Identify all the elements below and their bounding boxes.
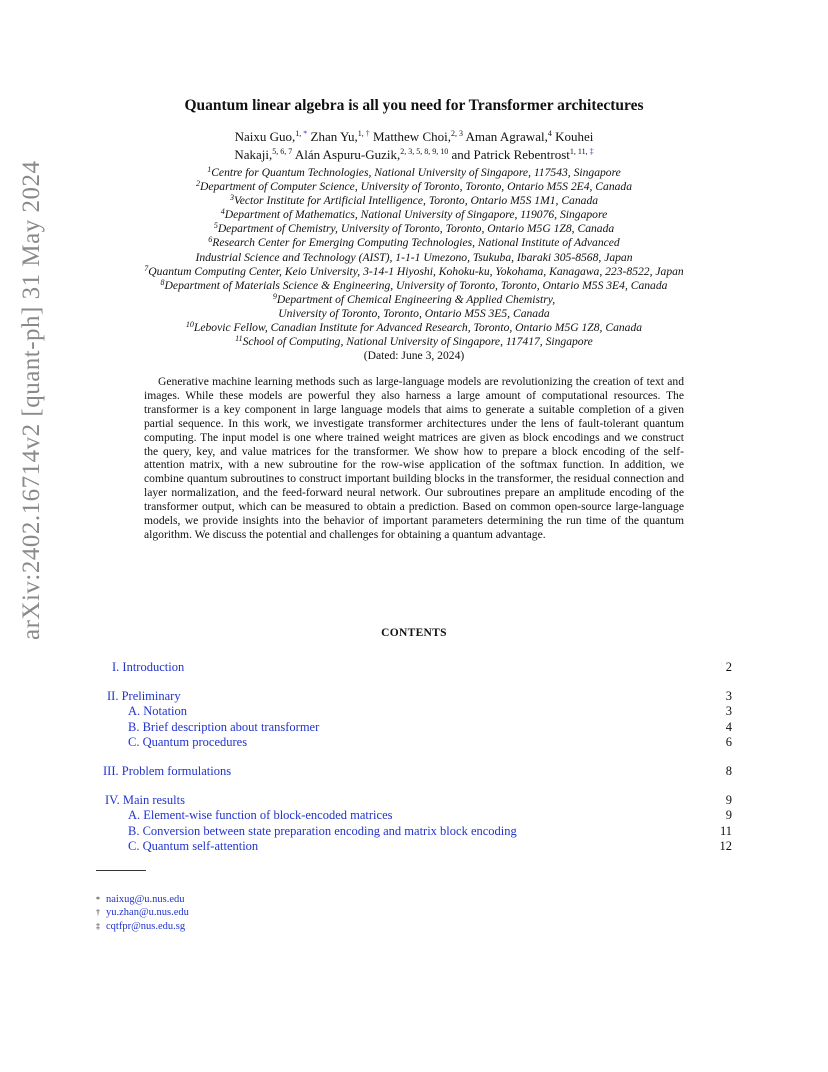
affiliation-text: Department of Chemistry, University of Toronto, Toronto, Ontario M5G 1Z8, Canada	[217, 222, 615, 236]
affiliation-number: 5	[213, 221, 218, 231]
affiliation-list	[80, 166, 748, 349]
affiliation-item	[80, 279, 748, 293]
footnote-mark: *	[96, 895, 100, 904]
affiliation-number: 4	[220, 207, 225, 217]
toc-row	[100, 704, 732, 720]
author-name: Zhan Yu,	[307, 129, 358, 144]
toc-page-number: 6	[725, 735, 732, 750]
footnote-mark: ‡	[96, 921, 100, 931]
footnotes	[96, 893, 189, 933]
affiliation-text: Department of Computer Science, University of Toronto, Toronto, Ontario M5S 2E4, Canada	[199, 180, 633, 194]
affiliation-item	[80, 194, 748, 208]
affiliation-item	[80, 222, 748, 236]
affiliation-item	[80, 335, 748, 349]
affiliation-item	[80, 293, 748, 307]
toc-row	[100, 689, 732, 705]
author-affil-number: 1, 11,	[569, 147, 588, 156]
toc-row	[100, 764, 732, 780]
footnote-email-link[interactable]: yu.zhan@u.nus.edu	[106, 907, 189, 919]
author-footnote-link[interactable]: †	[363, 129, 370, 138]
affiliation-text: Department of Chemical Engineering & Applied Chemistry,	[276, 292, 556, 306]
footnote-email-link[interactable]: naixug@u.nus.edu	[106, 894, 185, 905]
toc-page-number: 2	[725, 660, 732, 674]
affiliation-item	[80, 166, 748, 180]
affiliation-number: 11	[235, 334, 243, 344]
toc-row	[100, 808, 732, 824]
toc-link[interactable]: A. Element-wise function of block-encoded matrices	[128, 808, 393, 823]
affiliation-number: 6	[208, 235, 213, 245]
paper-title: Quantum linear algebra is all you need for Transformer architectures	[184, 97, 644, 114]
affiliation-text: Centre for Quantum Technologies, National University of Singapore, 117543, Singapore	[211, 166, 621, 179]
author-affil-number: 4	[547, 129, 552, 138]
author-list	[150, 128, 678, 164]
affiliation-text: Department of Materials Science & Engineering, University of Toronto, Toronto, Ontario M5S 3E4, Canada	[164, 278, 668, 292]
affiliation-item	[80, 251, 748, 265]
author-name: and Patrick Rebentrost	[448, 147, 570, 162]
affiliation-text: Industrial Science and Technology (AIST), 1-1-1 Umezono, Tsukuba, Ibaraki 305-8568, Japan	[195, 250, 633, 264]
affiliation-number: 9	[272, 291, 277, 301]
toc-link[interactable]: A. Notation	[128, 704, 188, 719]
affiliation-item	[80, 265, 748, 279]
footnote-mark: †	[96, 908, 100, 918]
toc-row	[100, 839, 732, 855]
toc-page-number: 9	[725, 792, 732, 807]
toc-gap	[100, 780, 732, 793]
affiliation-text: University of Toronto, Toronto, Ontario M5S 3E5, Canada	[278, 306, 550, 320]
affiliation-item	[80, 180, 748, 194]
affiliation-item	[80, 307, 748, 321]
author-name: Alán Aspuru-Guzik,	[292, 147, 401, 162]
author-line-1	[150, 128, 678, 146]
footnote-item	[96, 920, 189, 933]
affiliation-number: 8	[160, 277, 165, 287]
toc-row	[100, 660, 732, 676]
author-affil-number: 2, 3, 5, 8, 9, 10	[400, 147, 449, 156]
affiliation-text: Quantum Computing Center, Keio University, 3-14-1 Hiyoshi, Kohoku-ku, Yokohama, Kanagawa, 223-8522, Japan	[148, 264, 684, 278]
abstract: Generative machine learning methods such as large-language models are revolutionizing the creation of text and images. While these models are powerful they also harness a large amount of computational resources. The transformer is a key component in large language models that aims to generate a suitable completion of a given partial sequence. In this work, we investigate transformer architectures under the lens of fault-tolerant quantum computing. The input model is one where trained weight matrices are given as block encodings and we construct the query, key, and value matrices for the transformer. We show how to prepare a block encoding of the self-attention matrix, with a new subroutine for the row-wise application of the softmax function. In addition, we combine quantum subroutines to construct important building blocks in the transformer, the residual connection and layer normalization, and the feed-forward neural network. Our subroutines prepare an amplitude encoding of the transformer output, which can be measured to obtain a prediction. Based on common open-source large-language models, we provide insights into the behavior of important parameters determining the run time of the quantum algorithm. We discuss the potential and challenges for obtaining a quantum advantage.	[144, 375, 684, 541]
affiliation-item	[80, 236, 748, 250]
author-affil-number: 1,	[295, 129, 302, 138]
toc-link[interactable]: I. Introduction	[112, 660, 185, 674]
toc-page-number: 11	[719, 823, 732, 838]
author-line-2	[150, 146, 678, 164]
toc-link[interactable]: B. Brief description about transformer	[128, 719, 320, 734]
affiliation-item	[80, 321, 748, 335]
author-name: Aman Agrawal,	[462, 129, 548, 144]
toc-link[interactable]: C. Quantum self-attention	[128, 839, 259, 854]
toc-link[interactable]: II. Preliminary	[107, 688, 181, 703]
affiliation-number: 3	[229, 193, 234, 203]
affiliation-number: 10	[185, 320, 194, 330]
toc-page-number: 3	[725, 688, 732, 703]
author-affil-number: 1,	[357, 129, 364, 138]
toc-gap	[100, 751, 732, 764]
author-name: Nakaji,	[234, 147, 273, 162]
toc-page-number: 8	[725, 763, 732, 778]
affiliation-item	[80, 208, 748, 222]
author-name: Matthew Choi,	[369, 129, 451, 144]
toc-link[interactable]: IV. Main results	[105, 792, 185, 807]
author-footnote-link[interactable]: *	[301, 129, 308, 138]
affiliations	[80, 166, 748, 363]
affiliation-text: Department of Mathematics, National University of Singapore, 119076, Singapore	[224, 208, 608, 222]
affiliation-text: Vector Institute for Artificial Intelligence, Toronto, Ontario M5S 1M1, Canada	[233, 194, 599, 208]
contents-heading: CONTENTS	[381, 627, 447, 639]
arxiv-stamp-text: arXiv:2402.16714v2 [quant-ph] 31 May 2024	[18, 160, 45, 640]
toc-gap	[100, 676, 732, 689]
toc-row	[100, 793, 732, 809]
footnote-item	[96, 906, 189, 919]
affiliation-number: 1	[207, 165, 212, 174]
author-name: Kouhei	[551, 129, 594, 144]
toc-link[interactable]: C. Quantum procedures	[128, 735, 248, 750]
toc-page-number: 12	[719, 839, 732, 854]
affiliation-text: School of Computing, National University of Singapore, 117417, Singapore	[242, 335, 593, 349]
toc-page-number: 3	[725, 704, 732, 719]
affiliation-number: 7	[144, 263, 149, 273]
footnote-rule	[96, 870, 146, 871]
toc-page-number: 4	[725, 719, 732, 734]
toc-link[interactable]: B. Conversion between state preparation encoding and matrix block encoding	[128, 823, 517, 838]
toc-row	[100, 720, 732, 736]
author-affil-number: 5, 6, 7	[272, 147, 293, 156]
footnote-email-link[interactable]: cqtfpr@nus.edu.sg	[106, 920, 186, 932]
affiliation-number: 2	[195, 179, 200, 189]
affiliation-text: Lebovic Fellow, Canadian Institute for Advanced Research, Toronto, Ontario M5G 1Z8, Canada	[193, 321, 643, 335]
author-affil-number: 2, 3	[450, 129, 463, 138]
dated-line: (Dated: June 3, 2024)	[363, 349, 465, 363]
toc-row	[100, 735, 732, 751]
author-name: Naixu Guo,	[234, 129, 296, 144]
author-footnote-link[interactable]: ‡	[587, 147, 594, 156]
affiliation-text: Research Center for Emerging Computing Technologies, National Institute of Advanced	[212, 236, 620, 250]
table-of-contents	[100, 660, 732, 855]
footnote-item	[96, 893, 189, 906]
toc-row	[100, 824, 732, 840]
toc-link[interactable]: III. Problem formulations	[103, 763, 232, 778]
toc-page-number: 9	[725, 808, 732, 823]
